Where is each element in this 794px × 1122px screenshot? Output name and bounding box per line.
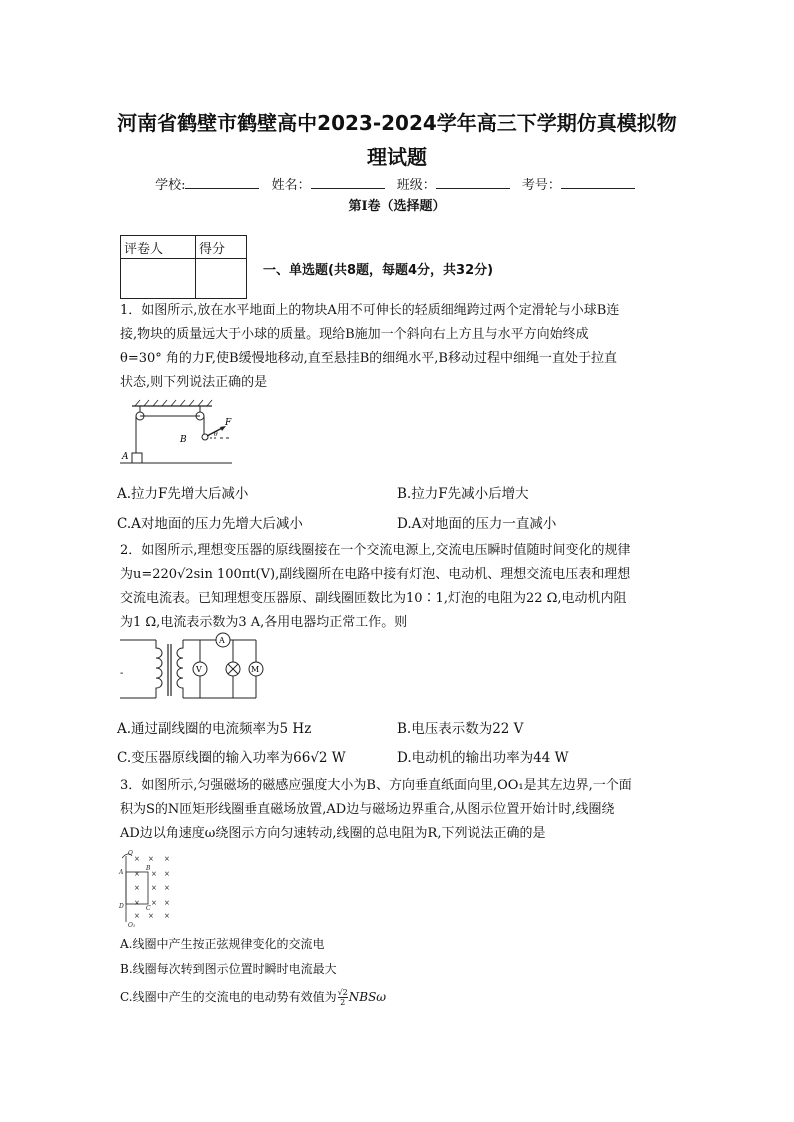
class-label: 班级： <box>396 178 436 193</box>
q3-field-mark: × <box>134 870 140 878</box>
q1-option-b[interactable]: B.拉力F先减小后增大 <box>397 486 529 502</box>
q3-stem-line: AD边以角速度ω绕图示方向匀速转动,线圈的总电阻为R,下列说法正确的是 <box>120 826 546 841</box>
q3-field-mark: × <box>164 884 170 892</box>
q1-stem-line: 接,物块的质量远大于小球的质量。现给B施加一个斜向右上方且与水平方向始终成 <box>120 327 589 342</box>
q1-label-theta: θ <box>214 431 218 438</box>
q3-stem-line: 3．如图所示,匀强磁场的磁感应强度大小为B、方向垂直纸面向里,OO₁是其左边界,一个面 <box>120 778 632 793</box>
class-blank[interactable] <box>436 176 510 189</box>
q1-stem-line: 1．如图所示,放在水平地面上的物块A用不可伸长的轻质细绳跨过两个定滑轮与小球B连 <box>120 303 620 318</box>
name-blank[interactable] <box>311 176 385 189</box>
q3-field-mark: × <box>151 899 157 907</box>
volume-heading: 第I卷（选择题） <box>348 199 446 214</box>
q2-stem <box>120 539 680 635</box>
q2-input-mark: - <box>120 668 124 679</box>
q3-field-mark: × <box>134 912 140 920</box>
q3-field-mark: × <box>164 855 170 863</box>
q3-field-mark: × <box>134 855 140 863</box>
q1-stem <box>120 299 680 395</box>
q1-label-f: F <box>225 418 232 428</box>
q2-motor-label: M <box>251 665 260 674</box>
q3-field-mark: × <box>164 912 170 920</box>
q3-option-c-text: C.线圈中产生的交流电的电动势有效值为 <box>120 990 337 1004</box>
q3-option-b[interactable]: B.线圈每次转到图示位置时瞬时电流最大 <box>120 962 337 976</box>
q3-field-mark: × <box>164 899 170 907</box>
q3-field-mark: × <box>151 884 157 892</box>
q2-option-a[interactable]: A.通过副线圈的电流频率为5 Hz <box>117 721 312 737</box>
q3-option-c-fraction <box>338 988 348 1007</box>
q2-stem-line: 2．如图所示,理想变压器的原线圈接在一个交流电源上,交流电压瞬时值随时间变化的规律 <box>120 543 631 558</box>
q1-option-c[interactable]: C.A对地面的压力先增大后减小 <box>117 516 303 532</box>
score-header: 得分 <box>196 236 247 259</box>
q2-transformer-figure <box>120 634 270 706</box>
q2-voltmeter-label: V <box>196 665 202 674</box>
exam-no-blank[interactable] <box>561 176 635 189</box>
q3-field-mark: × <box>151 870 157 878</box>
q1-label-a: A <box>122 452 129 462</box>
grader-cell <box>121 259 196 299</box>
q1-option-d[interactable]: D.A对地面的压力一直减小 <box>397 516 557 532</box>
q3-stem-line: 积为S的N匝矩形线圈垂直磁场放置,AD边与磁场边界重合,从图示位置开始计时,线圈绕 <box>120 802 615 817</box>
q2-stem-line: 交流电流表。已知理想变压器原、副线圈匝数比为10∶1,灯泡的电阻为22 Ω,电动机内阻 <box>120 591 627 606</box>
q1-option-a[interactable]: A.拉力F先增大后减小 <box>117 486 249 502</box>
q3-field-mark: × <box>164 870 170 878</box>
score-table <box>120 235 247 299</box>
q2-stem-line: 为u=220√2sin 100πt(V),副线圈所在电路中接有灯泡、电动机、理想交流电压表和理想 <box>120 567 631 582</box>
exam-no-label: 考号： <box>521 178 561 193</box>
q1-stem-line: θ=30° 角的力F,使B缓慢地移动,直至悬挂B的细绳水平,B移动过程中细绳一直处于拉直 <box>120 351 617 366</box>
q3-option-c-tail: NBSω <box>348 990 387 1004</box>
score-cell <box>196 259 247 299</box>
q3-label-o: O <box>128 850 133 857</box>
q3-fraction-numerator: √2 <box>337 988 348 997</box>
paper-title-line1: 河南省鹤壁市鹤壁高中2023-2024学年高三下学期仿真模拟物 <box>117 111 677 135</box>
q3-label-b: B <box>146 865 151 872</box>
q3-stem <box>120 774 680 846</box>
q2-option-d[interactable]: D.电动机的输出功率为44 W <box>397 750 569 766</box>
q2-option-c[interactable]: C.变压器原线圈的输入功率为66√2 W <box>117 750 346 766</box>
q2-stem-line: 为1 Ω,电流表示数为3 A,各用电器均正常工作。则 <box>120 615 408 630</box>
q3-option-c[interactable] <box>120 988 386 1007</box>
q3-label-o1: O₁ <box>128 922 136 929</box>
student-info-line <box>0 174 794 193</box>
q1-pulley-figure <box>120 398 240 468</box>
grader-header: 评卷人 <box>121 236 196 259</box>
q3-field-mark: × <box>148 912 154 920</box>
q3-field-mark: × <box>134 899 140 907</box>
q3-option-a[interactable]: A.线圈中产生按正弦规律变化的交流电 <box>120 937 325 951</box>
q1-label-b: B <box>180 435 187 445</box>
paper-title-line2: 理试题 <box>367 145 427 169</box>
q3-label-a: A <box>119 869 124 876</box>
q3-coil-figure <box>118 850 178 928</box>
q3-label-c: C <box>146 905 151 912</box>
q3-label-d: D <box>119 903 124 910</box>
school-blank[interactable] <box>185 176 259 189</box>
q3-field-mark: × <box>148 855 154 863</box>
q3-fraction-denominator: 2 <box>340 998 346 1007</box>
school-label: 学校: <box>155 178 186 193</box>
q3-field-mark: × <box>134 884 140 892</box>
q1-stem-line: 状态,则下列说法正确的是 <box>120 375 268 390</box>
q2-ammeter-label: A <box>219 636 225 645</box>
section-heading: 一、单选题(共8题，每题4分，共32分) <box>263 263 494 278</box>
name-label: 姓名： <box>271 178 311 193</box>
q2-option-b[interactable]: B.电压表示数为22 V <box>397 721 524 737</box>
